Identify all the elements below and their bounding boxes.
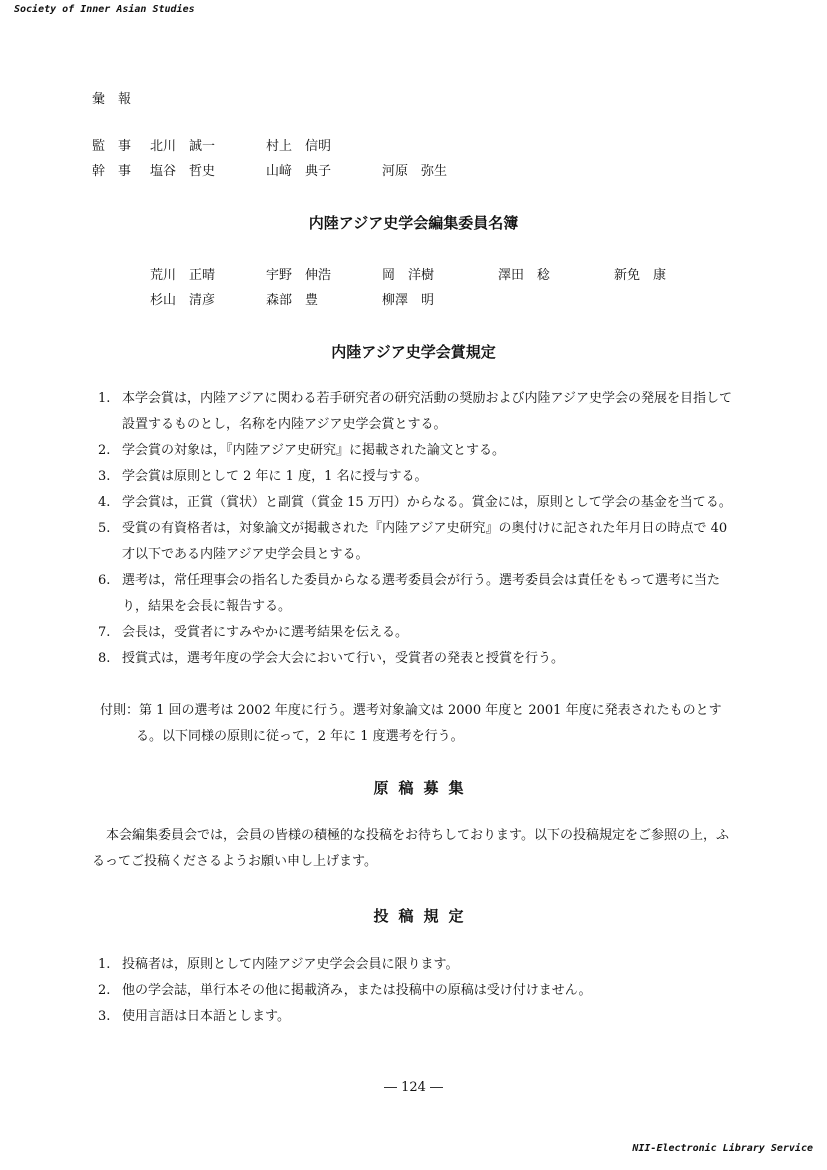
officer-name: 塩谷 哲史 [150, 164, 216, 179]
item-text: 使用言語は日本語とします。 [122, 1009, 290, 1024]
award-rules-title: 内陸アジア史学会賞規定 [331, 343, 496, 361]
member-name: 荒川 正晴 [150, 268, 216, 283]
item-number: 5. [98, 521, 111, 536]
list-item [92, 646, 742, 672]
item-number: 1. [98, 391, 111, 406]
item-text: 本学会賞は，内陸アジアに関わる若手研究者の研究活動の奨励および内陸アジア史学会の発展を目指して設置するものとし，名称を内陸アジア史学会賞とする。 [122, 391, 732, 432]
item-number: 8. [98, 651, 111, 666]
item-text: 学会賞の対象は，『内陸アジア史研究』に掲載された論文とする。 [122, 443, 505, 458]
list-item [92, 438, 742, 464]
item-text: 受賞の有資格者は，対象論文が掲載された『内陸アジア史研究』の奥付けに記された年月日の時点で 40 才以下である内陸アジア史学会員とする。 [122, 521, 728, 562]
member-name: 杉山 清彦 [150, 293, 216, 308]
submission-rules-list [92, 952, 742, 1030]
officer-name: 村上 信明 [266, 139, 332, 154]
submission-rules-title: 投稿規定 [373, 907, 474, 925]
item-number: 2. [98, 983, 111, 998]
editorial-committee-title: 内陸アジア史学会編集委員名簿 [308, 214, 519, 232]
item-text: 学会賞は，正賞（賞状）と副賞（賞金 15 万円）からなる。賞金には，原則として学会の基金を当てる。 [122, 495, 732, 510]
item-number: 3. [98, 469, 111, 484]
item-text: 投稿者は，原則として内陸アジア史学会会員に限ります。 [122, 957, 459, 972]
officer-role: 監 事 [92, 139, 132, 154]
list-item [92, 568, 742, 620]
list-item [92, 516, 742, 568]
item-number: 2. [98, 443, 111, 458]
list-item [92, 978, 742, 1004]
item-text: 他の学会誌，単行本その他に掲載済み，または投稿中の原稿は受け付けません。 [122, 983, 592, 998]
member-name: 新免 康 [614, 268, 667, 283]
item-number: 1. [98, 957, 111, 972]
page-number: ― 124 ― [383, 1080, 444, 1095]
list-item [92, 952, 742, 978]
call-for-papers-title: 原稿募集 [373, 779, 474, 797]
section-label: 彙 報 [92, 92, 132, 107]
header-source-label: Society of Inner Asian Studies [14, 4, 195, 15]
item-text: 会長は，受賞者にすみやかに選考結果を伝える。 [122, 625, 409, 640]
item-text: 授賞式は，選考年度の学会大会において行い，受賞者の発表と授賞を行う。 [122, 651, 565, 666]
list-item [92, 1004, 742, 1030]
item-text: 選考は，常任理事会の指名した委員からなる選考委員会が行う。選考委員会は責任をもって選考に当たり，結果を会長に報告する。 [122, 573, 721, 614]
item-number: 3. [98, 1009, 111, 1024]
officer-name: 河原 弥生 [382, 164, 448, 179]
list-item [92, 620, 742, 646]
member-name: 宇野 伸浩 [266, 268, 332, 283]
officer-name: 山﨑 典子 [266, 164, 332, 179]
item-number: 6. [98, 573, 111, 588]
item-number: 7. [98, 625, 111, 640]
footer-source-label: NII-Electronic Library Service [632, 1143, 813, 1154]
award-supplementary-note: 付則：第 1 回の選考は 2002 年度に行う。選考対象論文は 2000 年度と 2001 年度に発表されたものとする。以下同様の原則に従って，2 年に 1 度選考を行う。 [100, 703, 722, 744]
member-name: 澤田 稔 [498, 268, 551, 283]
member-name: 森部 豊 [266, 293, 319, 308]
officer-name: 北川 誠一 [150, 139, 216, 154]
list-item [92, 490, 742, 516]
call-for-papers-text: 本会編集委員会では，会員の皆様の積極的な投稿をお待ちしております。以下の投稿規定をご参照の上，ふるってご投稿くださるようお願い申し上げます。 [92, 828, 729, 869]
award-rules-list [92, 386, 742, 672]
list-item [92, 464, 742, 490]
item-text: 学会賞は原則として 2 年に 1 度，1 名に授与する。 [122, 469, 428, 484]
member-name: 柳澤 明 [382, 293, 435, 308]
item-number: 4. [98, 495, 111, 510]
member-name: 岡 洋樹 [382, 268, 435, 283]
officer-role: 幹 事 [92, 164, 132, 179]
list-item [92, 386, 742, 438]
